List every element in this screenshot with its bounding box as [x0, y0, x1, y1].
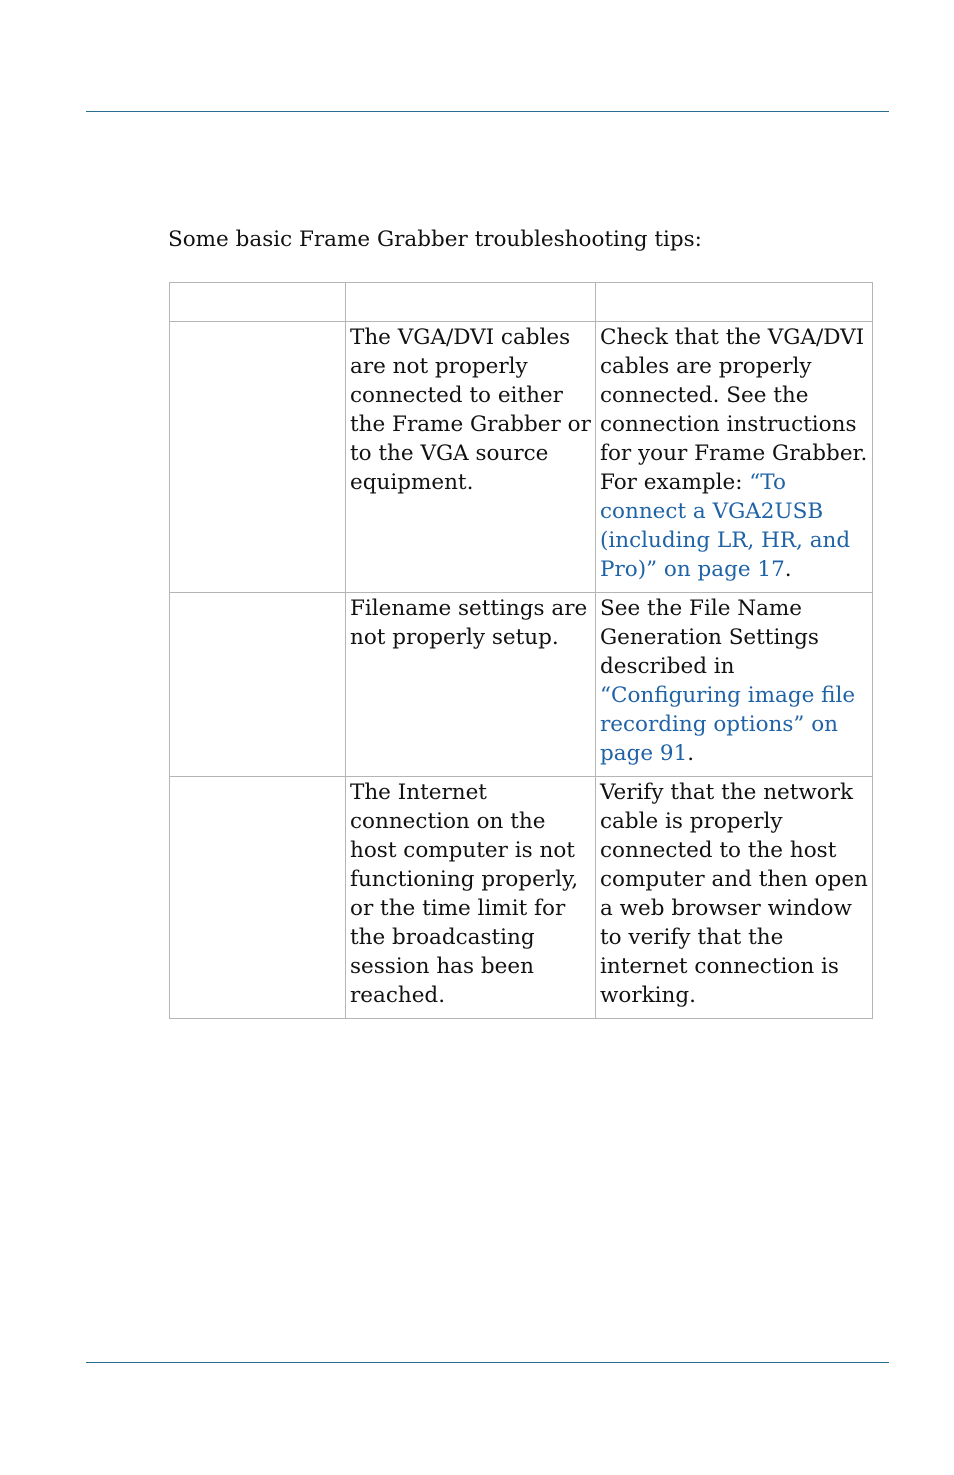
cause-cell: The Internet connection on the host computer is not functioning properly, or the time limit for the broadcasting session has been reached.	[346, 777, 596, 1019]
footer-rule	[86, 1362, 889, 1363]
solution-text: Check that the VGA/DVI cables are properly connected. See the connection instructions for your Frame Grabber. For example:	[600, 325, 868, 495]
symptom-cell	[170, 593, 346, 777]
header-cell-symptom	[170, 283, 346, 322]
solution-text-end: .	[784, 557, 792, 582]
solution-cell	[596, 322, 873, 593]
solution-cell	[596, 777, 873, 1019]
solution-text: Verify that the network cable is properly connected to the host computer and then open a web browser window to verify that the internet connection is working.	[600, 780, 868, 1008]
cause-cell: The VGA/DVI cables are not properly connected to either the Frame Grabber or to the VGA source equipment.	[346, 322, 596, 593]
solution-text-end: .	[687, 741, 695, 766]
header-rule	[86, 111, 889, 112]
solution-text: See the File Name Generation Settings described in	[600, 596, 819, 679]
header-cell-solution	[596, 283, 873, 322]
table-row	[170, 593, 873, 777]
header-cell-cause	[346, 283, 596, 322]
cross-reference-link[interactable]: “Configuring image file recording options” on page 91	[600, 683, 856, 766]
table-row	[170, 777, 873, 1019]
cause-cell: Filename settings are not properly setup.	[346, 593, 596, 777]
troubleshooting-table	[169, 282, 873, 1019]
symptom-cell	[170, 322, 346, 593]
solution-cell	[596, 593, 873, 777]
symptom-cell	[170, 777, 346, 1019]
intro-text: Some basic Frame Grabber troubleshooting tips:	[168, 227, 702, 252]
cross-reference-link[interactable]: “To connect a VGA2USB (including LR, HR, and Pro)” on page 17	[600, 470, 851, 582]
table-header-row	[170, 283, 873, 322]
table-row	[170, 322, 873, 593]
